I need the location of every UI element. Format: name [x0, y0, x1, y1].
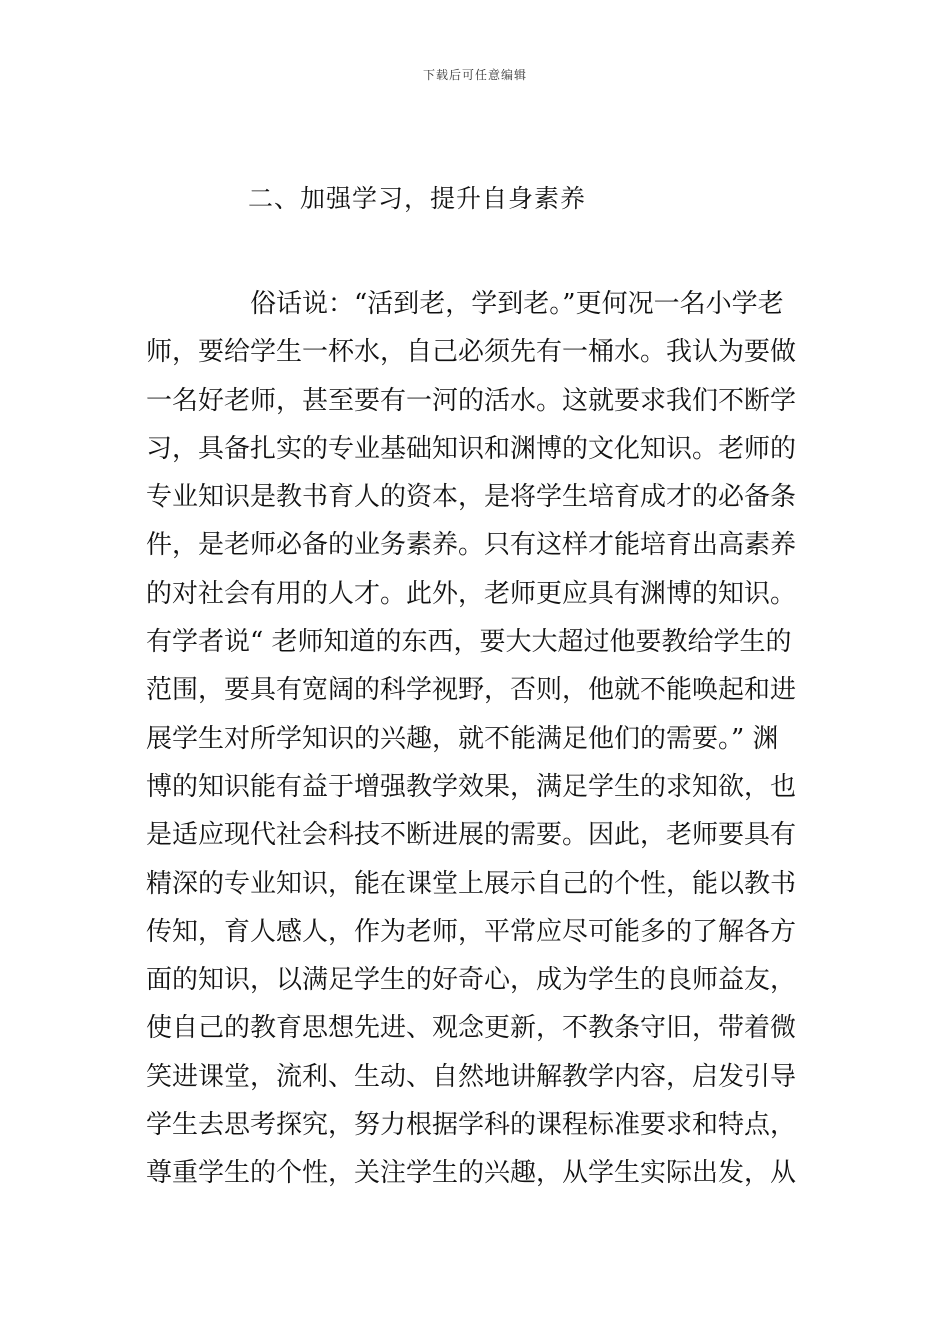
paragraph-line: 师，要给学生一杯水，自己必须先有一桶水。我认为要做 [146, 337, 797, 368]
header-note: 下载后可任意编辑 [422, 68, 527, 82]
section-title: 二、加强学习，提升自身素养 [248, 184, 587, 213]
paragraph-line: 博的知识能有益于增强教学效果，满足学生的求知欲，也 [146, 771, 797, 802]
paragraph-line: 件，是老师必备的业务素养。只有这样才能培育出高素养 [146, 530, 797, 561]
paragraph-line: 专业知识是教书育人的资本，是将学生培育成才的必备条 [146, 482, 797, 513]
paragraph-line: 使自己的教育思想先进、观念更新，不教条守旧，带着微 [146, 1013, 797, 1044]
paragraph-line: 学生去思考探究，努力根据学科的课程标准要求和特点， [146, 1110, 797, 1141]
paragraph-line: 一名好老师，甚至要有一河的活水。这就要求我们不断学 [146, 385, 797, 416]
paragraph-line: 有学者说“ 老师知道的东西，要大大超过他要教给学生的 [146, 627, 792, 658]
paragraph-line: 展学生对所学知识的兴趣，就不能满足他们的需要。” 渊 [146, 723, 779, 754]
paragraph-line: 尊重学生的个性，关注学生的兴趣，从学生实际出发，从 [146, 1158, 797, 1189]
paragraph-line: 面的知识，以满足学生的好奇心，成为学生的良师益友， [146, 965, 797, 996]
body-paragraph [146, 280, 816, 1198]
paragraph-line: 传知，育人感人，作为老师，平常应尽可能多的了解各方 [146, 916, 797, 947]
paragraph-line: 习，具备扎实的专业基础知识和渊博的文化知识。老师的 [146, 433, 797, 464]
paragraph-line: 俗话说：“活到老，学到老。”更何况一名小学老 [250, 289, 784, 319]
paragraph-line: 的对社会有用的人才。此外，老师更应具有渊博的知识。 [146, 578, 797, 609]
paragraph-line: 范围，要具有宽阔的科学视野，否则，他就不能唤起和进 [146, 675, 797, 706]
paragraph-line: 精深的专业知识，能在课堂上展示自己的个性，能以教书 [146, 868, 797, 899]
paragraph-line: 是适应现代社会科技不断进展的需要。因此，老师要具有 [146, 820, 797, 851]
paragraph-line: 笑进课堂，流利、生动、自然地讲解教学内容，启发引导 [146, 1061, 797, 1092]
